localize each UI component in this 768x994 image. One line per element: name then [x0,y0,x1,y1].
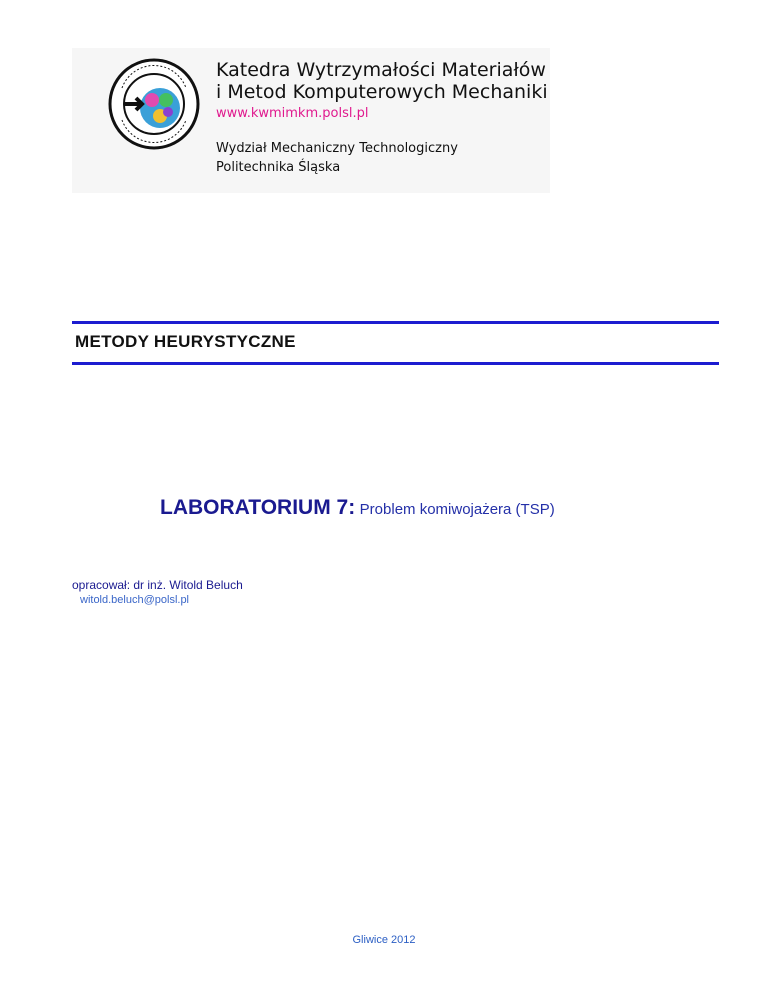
course-subject-title: METODY HEURYSTYCZNE [75,332,296,351]
top-divider [72,321,719,324]
faculty-name: Wydział Mechaniczny Technologiczny [216,141,458,156]
department-seal-icon [108,58,200,150]
department-name-line1: Katedra Wytrzymałości Materiałów [216,59,546,81]
lab-title [160,496,555,520]
university-name: Politechnika Śląska [216,160,341,175]
lab-code: LABORATORIUM 7: [160,496,356,519]
author-email-link[interactable]: witold.beluch@polsl.pl [80,594,190,606]
department-website-link[interactable]: www.kwmimkm.polsl.pl [216,106,369,121]
lab-topic: Problem komiwojażera (TSP) [359,501,555,518]
letterhead [72,48,550,193]
bottom-divider [72,362,719,365]
place-year-footer: Gliwice 2012 [352,934,416,946]
author-line: opracował: dr inż. Witold Beluch [72,578,243,592]
department-name-line2: i Metod Komputerowych Mechaniki [216,81,548,103]
